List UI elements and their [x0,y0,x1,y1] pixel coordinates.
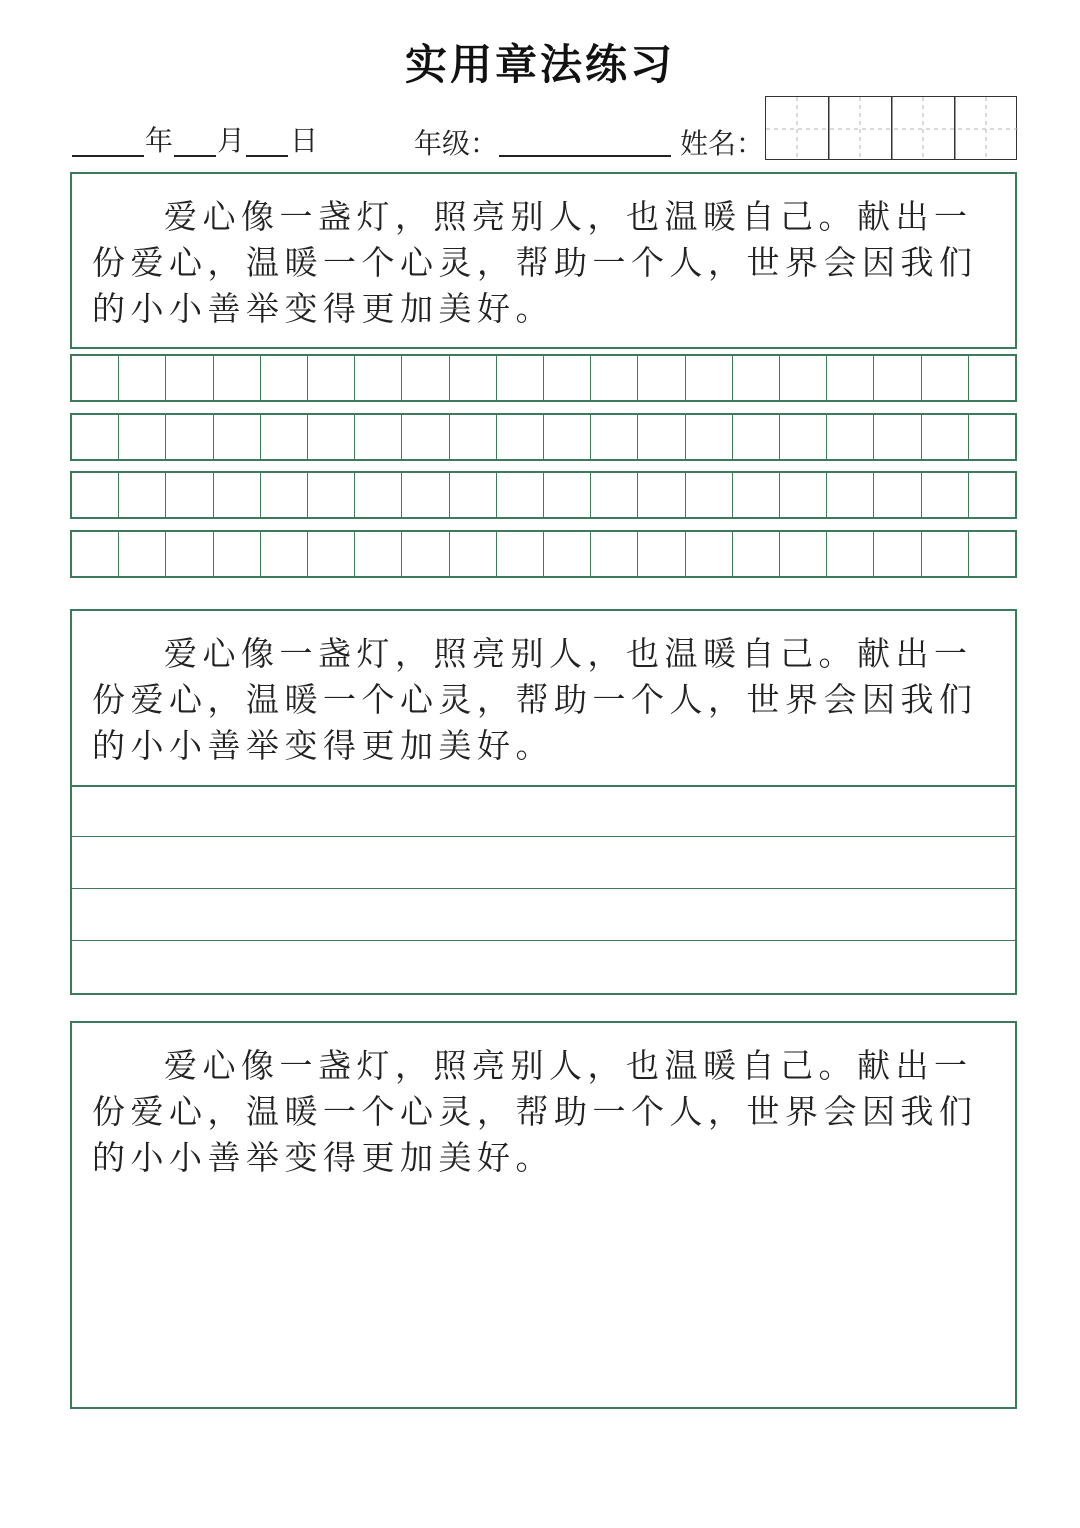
grid-cell[interactable] [308,532,355,576]
writing-grid-row[interactable] [70,413,1017,461]
month-label: 月 [217,124,246,157]
grid-cell[interactable] [780,356,827,400]
grid-cell[interactable] [638,473,685,517]
grid-cell[interactable] [922,356,969,400]
day-label: 日 [290,124,319,157]
grid-cell[interactable] [638,532,685,576]
grid-cell[interactable] [780,473,827,517]
grid-cell[interactable] [214,532,261,576]
grid-cell[interactable] [355,473,402,517]
grid-cell[interactable] [308,356,355,400]
grid-cell[interactable] [780,415,827,459]
grid-cell[interactable] [874,415,921,459]
grid-cell[interactable] [402,356,449,400]
grid-cell[interactable] [969,532,1015,576]
grid-cell[interactable] [874,473,921,517]
grid-cell[interactable] [591,532,638,576]
grid-cell[interactable] [497,415,544,459]
grid-cell[interactable] [72,532,119,576]
section-1-passage: 爱心像一盏灯，照亮别人，也温暖自己。献出一份爱心，温暖一个心灵，帮助一个人，世界会因我们的小小善举变得更加美好。 [92,197,978,328]
grid-cell[interactable] [591,356,638,400]
grade-blank[interactable] [499,155,671,157]
grid-cell[interactable] [544,415,591,459]
grid-cell[interactable] [686,356,733,400]
grid-cell[interactable] [450,532,497,576]
grid-cell[interactable] [214,473,261,517]
section-3-passage-panel[interactable] [70,1021,1017,1409]
grid-cell[interactable] [119,415,166,459]
grid-cell[interactable] [119,532,166,576]
grid-cell[interactable] [591,415,638,459]
grid-cell[interactable] [402,473,449,517]
grid-cell[interactable] [544,356,591,400]
grid-cell[interactable] [733,473,780,517]
grid-cell[interactable] [261,473,308,517]
grid-cell[interactable] [686,473,733,517]
grid-cell[interactable] [827,415,874,459]
grid-cell[interactable] [733,532,780,576]
grid-cell[interactable] [214,415,261,459]
grid-cell[interactable] [733,356,780,400]
grid-cell[interactable] [450,356,497,400]
grid-cell[interactable] [72,473,119,517]
grid-cell[interactable] [591,473,638,517]
grid-cell[interactable] [969,415,1015,459]
name-boxes[interactable] [765,96,1017,160]
ruled-line[interactable] [72,785,1015,837]
grid-cell[interactable] [686,415,733,459]
grid-cell[interactable] [402,532,449,576]
grid-cell[interactable] [874,532,921,576]
grid-cell[interactable] [166,473,213,517]
grid-cell[interactable] [450,473,497,517]
grid-cell[interactable] [119,356,166,400]
writing-grid-row[interactable] [70,530,1017,578]
grid-cell[interactable] [497,356,544,400]
grid-cell[interactable] [733,415,780,459]
grid-cell[interactable] [827,473,874,517]
ruled-line[interactable] [72,941,1015,993]
section-2-passage: 爱心像一盏灯，照亮别人，也温暖自己。献出一份爱心，温暖一个心灵，帮助一个人，世界会因我们的小小善举变得更加美好。 [92,634,978,765]
grid-cell[interactable] [261,532,308,576]
grid-cell[interactable] [827,532,874,576]
grid-cell[interactable] [119,473,166,517]
grid-cell[interactable] [72,356,119,400]
name-box-guides [766,97,1018,161]
grid-cell[interactable] [544,473,591,517]
grid-cell[interactable] [780,532,827,576]
grid-cell[interactable] [969,356,1015,400]
grid-cell[interactable] [355,356,402,400]
page-title: 实用章法练习 [404,40,675,89]
grid-cell[interactable] [261,415,308,459]
grid-cell[interactable] [402,415,449,459]
grid-cell[interactable] [497,532,544,576]
grid-cell[interactable] [497,473,544,517]
grid-cell[interactable] [450,415,497,459]
writing-grid-row[interactable] [70,354,1017,402]
grid-cell[interactable] [166,532,213,576]
grid-cell[interactable] [261,356,308,400]
grid-cell[interactable] [544,532,591,576]
grid-cell[interactable] [308,473,355,517]
grid-cell[interactable] [72,415,119,459]
grid-cell[interactable] [922,532,969,576]
header-row [0,0,1080,170]
name-label: 姓名： [680,127,765,160]
year-label: 年 [145,124,174,157]
grid-cell[interactable] [166,415,213,459]
grid-cell[interactable] [638,415,685,459]
grid-cell[interactable] [969,473,1015,517]
section-2-ruled-area[interactable] [70,785,1017,995]
ruled-line[interactable] [72,837,1015,889]
writing-grid-row[interactable] [70,471,1017,519]
ruled-line[interactable] [72,889,1015,941]
grid-cell[interactable] [874,356,921,400]
grid-cell[interactable] [214,356,261,400]
grid-cell[interactable] [355,532,402,576]
grid-cell[interactable] [922,415,969,459]
year-blank[interactable] [72,155,144,157]
section-1-passage-panel [70,172,1017,349]
grid-cell[interactable] [638,356,685,400]
month-blank[interactable] [174,155,216,157]
grid-cell[interactable] [355,415,402,459]
day-blank[interactable] [246,155,288,157]
grid-cell[interactable] [686,532,733,576]
grid-cell[interactable] [827,356,874,400]
grid-cell[interactable] [308,415,355,459]
grid-cell[interactable] [922,473,969,517]
section-2-passage-panel [70,609,1017,787]
grade-label: 年级： [414,127,499,160]
section-3-passage: 爱心像一盏灯，照亮别人，也温暖自己。献出一份爱心，温暖一个心灵，帮助一个人，世界会因我们的小小善举变得更加美好。 [92,1046,978,1177]
grid-cell[interactable] [166,356,213,400]
